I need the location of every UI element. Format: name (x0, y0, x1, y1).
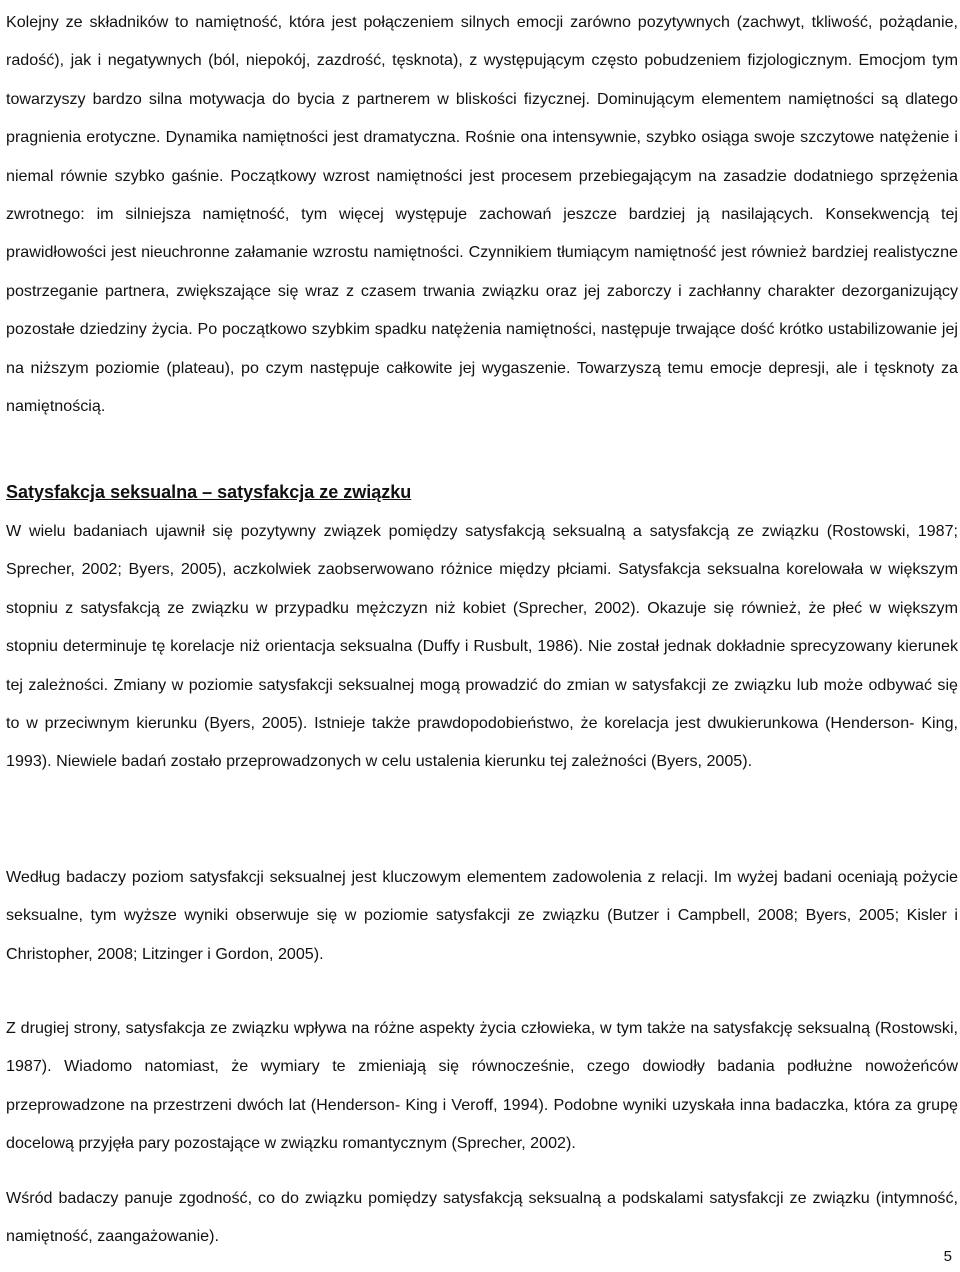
page-number: 5 (943, 1248, 952, 1265)
document-page (6, 0, 958, 1272)
paragraph-other-side: Z drugiej strony, satysfakcja ze związku wpływa na różne aspekty życia człowieka, w tym także na satysfakcję seksualną (Rostowski, 1987). Wiadomo natomiast, że wymiary te zmieniają się równocześnie, czego dowiodły badania podłużne nowożeńców przeprowadzone na przestrzeni dwóch lat (Henderson- King i Veroff, 1994). Podobne wyniki uzyskała inna badaczka, która za grupę docelową przyjęła pary pozostające w związku romantycznym (Sprecher, 2002). (6, 1019, 958, 1153)
paragraph-correlation: W wielu badaniach ujawnił się pozytywny związek pomiędzy satysfakcją seksualną a satysfakcją ze związku (Rostowski, 1987; Sprecher, 2002; Byers, 2005), aczkolwiek zaobserwowano różnice między płciami. Satysfakcja seksualna korelowała w większym stopniu z satysfakcją ze związku w przypadku mężczyzn niż kobiet (Sprecher, 2002). Okazuje się również, że płeć w większym stopniu determinuje tę korelacje niż orientacja seksualna (Duffy i Rusbult, 1986). Nie został jednak dokładnie sprecyzowany kierunek tej zależności. Zmiany w poziomie satysfakcji seksualnej mogą prowadzić do zmian w satysfakcji ze związku lub może odbywać się to w przeciwnym kierunku (Byers, 2005). Istnieje także prawdopodobieństwo, że korelacja jest dwukierunkowa (Henderson- King, 1993). Niewiele badań zostało przeprowadzonych w celu ustalenia kierunku tej zależności (Byers, 2005). (6, 522, 958, 771)
paragraph-consensus: Wśród badaczy panuje zgodność, co do związku pomiędzy satysfakcją seksualną a podskalami satysfakcji ze związku (intymność, namiętność, zaangażowanie). (6, 1189, 958, 1246)
paragraph-passion: Kolejny ze składników to namiętność, która jest połączeniem silnych emocji zarówno pozytywnych (zachwyt, tkliwość, pożądanie, radość), jak i negatywnych (ból, niepokój, zazdrość, tęsknota), z występującym często pobudzeniem fizjologicznym. Emocjom tym towarzyszy bardzo silna motywacja do bycia z partnerem w bliskości fizycznej. Dominującym elementem namiętności są dlatego pragnienia erotyczne. Dynamika namiętności jest dramatyczna. Rośnie ona intensywnie, szybko osiąga swoje szczytowe natężenie i niemal równie szybko gaśnie. Początkowy wzrost namiętności jest procesem przebiegającym na zasadzie dodatniego sprzężenia zwrotnego: im silniejsza namiętność, tym więcej występuje zachowań jeszcze bardziej ją nasilających. Konsekwencją tej prawidłowości jest nieuchronne załamanie wzrostu namiętności. Czynnikiem tłumiącym namiętność jest również bardziej realistyczne postrzeganie partnera, zwiększające się wraz z czasem trwania związku oraz jej zaborczy i zachłanny charakter dezorganizujący pozostałe dziedziny życia. Po początkowo szybkim spadku natężenia namiętności, następuje trwające dość krótko ustabilizowanie jej na niższym poziomie (plateau), po czym następuje całkowite jej wygaszenie. Towarzyszą temu emocje depresji, ale i tęsknoty za namiętnością. (6, 13, 958, 416)
section-heading: Satysfakcja seksualna – satysfakcja ze związku (6, 482, 412, 502)
paragraph-key-element: Według badaczy poziom satysfakcji seksualnej jest kluczowym elementem zadowolenia z relacji. Im wyżej badani oceniają pożycie seksualne, tym wyższe wyniki obserwuje się w poziomie satysfakcji ze związku (Butzer i Campbell, 2008; Byers, 2005; Kisler i Christopher, 2008; Litzinger i Gordon, 2005). (6, 868, 958, 963)
